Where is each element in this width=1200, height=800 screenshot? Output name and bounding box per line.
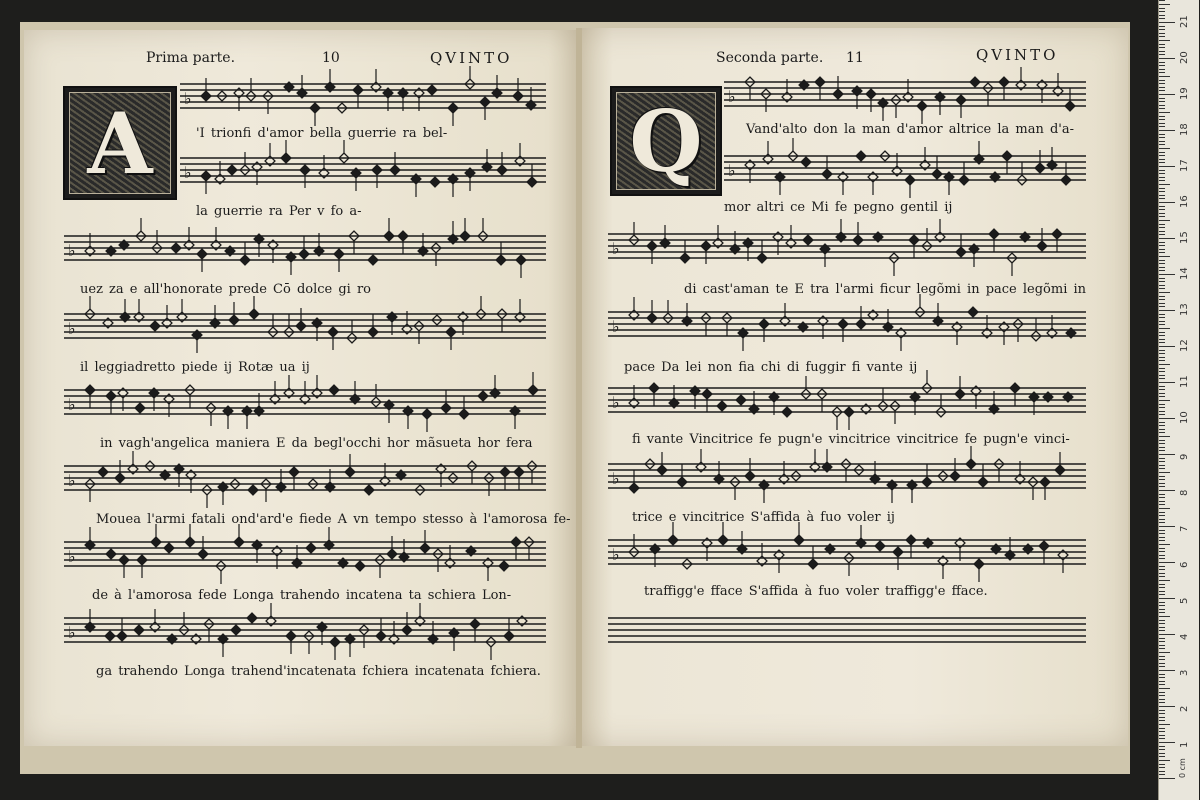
ruler-tick (1159, 170, 1165, 171)
ruler-tick (1159, 576, 1165, 577)
ruler-number: 10 (1179, 411, 1190, 424)
ruler-tick (1159, 702, 1165, 703)
ruler-tick (1159, 674, 1165, 675)
ruler-number: 14 (1179, 267, 1190, 280)
svg-text:♭: ♭ (68, 395, 76, 414)
ruler-tick (1159, 238, 1175, 239)
ruler-tick (1159, 332, 1165, 333)
ruler-tick (1159, 666, 1165, 667)
ruler-tick (1159, 386, 1165, 387)
ruler-tick (1159, 11, 1165, 12)
ruler-tick (1159, 472, 1170, 473)
ruler-tick (1159, 465, 1165, 466)
ruler-tick (1159, 270, 1165, 271)
ruler-tick (1159, 731, 1165, 732)
ruler-tick (1159, 742, 1175, 743)
ruler-tick (1159, 526, 1175, 527)
ruler-number: 6 (1179, 561, 1190, 568)
lyric-line: in vagh'angelica maniera E da begl'occhi hor mãsueta hor fera (100, 436, 533, 451)
ruler-tick (1159, 256, 1170, 257)
ruler-tick (1159, 224, 1165, 225)
ruler-tick (1159, 141, 1165, 142)
ruler-tick (1159, 299, 1165, 300)
ruler-tick (1159, 537, 1165, 538)
ruler-tick (1159, 684, 1165, 685)
ruler-tick (1159, 620, 1165, 621)
ruler-tick (1159, 51, 1165, 52)
ruler-tick (1159, 152, 1165, 153)
ruler-tick (1159, 681, 1165, 682)
ruler-tick (1159, 335, 1165, 336)
ruler-tick (1159, 659, 1165, 660)
svg-text:♭: ♭ (184, 163, 192, 182)
ruler-tick (1159, 306, 1165, 307)
lyric-line: di cast'aman te E tra l'armi ficur legõmi in pace legõmi in (684, 282, 1087, 297)
ruler-tick (1159, 598, 1175, 599)
ruler-tick (1159, 371, 1165, 372)
ruler-tick (1159, 162, 1165, 163)
ruler-tick (1159, 108, 1165, 109)
ruler-tick (1159, 123, 1165, 124)
ruler-tick (1159, 713, 1165, 714)
ruler-tick (1159, 724, 1170, 725)
ruler-tick (1159, 180, 1165, 181)
ruler-number: 15 (1179, 231, 1190, 244)
ruler-tick (1159, 497, 1165, 498)
ruler-tick (1159, 33, 1165, 34)
ruler-tick (1159, 188, 1165, 189)
ruler-tick (1159, 573, 1165, 574)
ruler-tick (1159, 278, 1165, 279)
ruler-tick (1159, 44, 1165, 45)
ruler-tick (1159, 126, 1165, 127)
svg-text:♭: ♭ (728, 87, 736, 106)
ruler-number: 5 (1179, 597, 1190, 604)
lyric-line: Mouea l'armi fatali ond'ard'e fiede A vn tempo stesso à l'amorosa fe- (96, 512, 571, 527)
ruler-tick (1159, 213, 1165, 214)
ruler-tick (1159, 328, 1170, 329)
ruler-tick (1159, 710, 1165, 711)
ruler-tick (1159, 209, 1165, 210)
ruler-tick (1159, 353, 1165, 354)
ruler-tick (1159, 80, 1165, 81)
ruler-tick (1159, 569, 1165, 570)
ruler-tick (1159, 360, 1165, 361)
ruler-tick (1159, 234, 1165, 235)
ruler-tick (1159, 508, 1170, 509)
ruler-tick (1159, 454, 1175, 455)
ruler-tick (1159, 720, 1165, 721)
ruler-tick (1159, 245, 1165, 246)
ruler-tick (1159, 450, 1165, 451)
lyric-line: 'I trionfi d'amor bella guerrie ra bel- (196, 126, 448, 141)
ruler-tick (1159, 778, 1175, 779)
ruler-tick (1159, 177, 1165, 178)
svg-text:♭: ♭ (612, 469, 620, 488)
ruler-tick (1159, 551, 1165, 552)
ruler-tick (1159, 695, 1165, 696)
ruler-tick (1159, 616, 1170, 617)
ruler-tick (1159, 191, 1165, 192)
ruler-tick (1159, 285, 1165, 286)
staff (64, 308, 546, 344)
ruler-tick (1159, 641, 1165, 642)
staff (64, 384, 546, 420)
left-page-number: 10 (322, 50, 340, 66)
svg-text:♭: ♭ (612, 393, 620, 412)
ruler-tick (1159, 87, 1165, 88)
ruler-tick (1159, 627, 1165, 628)
ruler-tick (1159, 692, 1165, 693)
ruler-tick (1159, 137, 1165, 138)
ruler-tick (1159, 648, 1165, 649)
ruler-tick (1159, 407, 1165, 408)
ruler-tick (1159, 249, 1165, 250)
ruler-tick (1159, 490, 1175, 491)
staff (608, 382, 1086, 418)
ruler-tick (1159, 562, 1175, 563)
ruler-tick (1159, 738, 1165, 739)
lyric-line: il leggiadretto piede ij Rotæ ua ij (80, 360, 310, 375)
ruler-tick (1159, 753, 1165, 754)
ruler-tick (1159, 436, 1170, 437)
lyric-line: ga trahendo Longa trahend'incatenata fchiera incatenata fchiera. (96, 664, 541, 679)
ruler-tick (1159, 72, 1165, 73)
ruler-tick (1159, 342, 1165, 343)
right-page-number: 11 (846, 50, 864, 66)
ruler-tick (1159, 378, 1165, 379)
ruler-tick (1159, 242, 1165, 243)
ruler-tick (1159, 119, 1165, 120)
ruler-tick (1159, 677, 1165, 678)
ruler-tick (1159, 18, 1165, 19)
lyric-line: Vand'alto don la man d'amor altrice la man d'a- (746, 122, 1074, 137)
ruler-tick (1159, 314, 1165, 315)
ruler-tick (1159, 40, 1170, 41)
ruler-tick (1159, 591, 1165, 592)
ruler-tick (1159, 544, 1170, 545)
ruler-tick (1159, 0, 1165, 1)
ruler-tick (1159, 605, 1165, 606)
lyric-line: mor altri ce Mi fe pegno gentil ij (724, 200, 953, 215)
svg-text:♭: ♭ (68, 547, 76, 566)
ruler-tick (1159, 220, 1170, 221)
staff (608, 228, 1086, 264)
ruler-number: 13 (1179, 303, 1190, 316)
lyric-line: de à l'amorosa fede Longa trahendo incatena ta schiera Lon- (92, 588, 512, 603)
ruler-tick (1159, 324, 1165, 325)
ruler-tick (1159, 756, 1165, 757)
ruler-tick (1159, 767, 1165, 768)
ruler-tick (1159, 533, 1165, 534)
ruler-tick (1159, 339, 1165, 340)
ruler-tick (1159, 504, 1165, 505)
ruler-tick (1159, 47, 1165, 48)
ruler-tick (1159, 584, 1165, 585)
ruler-tick (1159, 400, 1170, 401)
svg-text:♭: ♭ (68, 623, 76, 642)
staff (64, 230, 546, 266)
ruler-tick (1159, 548, 1165, 549)
ruler-tick (1159, 368, 1165, 369)
ruler-caption: 0 cm (1178, 758, 1187, 778)
ruler-tick (1159, 461, 1165, 462)
ruler-tick (1159, 206, 1165, 207)
ruler-tick (1159, 173, 1165, 174)
ruler-tick (1159, 634, 1175, 635)
ruler-tick (1159, 735, 1165, 736)
ruler-tick (1159, 321, 1165, 322)
ruler-number: 20 (1179, 51, 1190, 64)
ruler-tick (1159, 65, 1165, 66)
lyric-line: pace Da lei non fia chi di fuggir fi vante ij (624, 360, 918, 375)
svg-text:♭: ♭ (612, 239, 620, 258)
ruler-tick (1159, 728, 1165, 729)
staff (608, 534, 1086, 570)
ruler-tick (1159, 530, 1165, 531)
ruler-tick (1159, 479, 1165, 480)
ruler-tick (1159, 296, 1165, 297)
ruler-tick (1159, 216, 1165, 217)
ruler-tick (1159, 447, 1165, 448)
svg-text:♭: ♭ (184, 89, 192, 108)
ruler-tick (1159, 159, 1165, 160)
ruler-tick (1159, 62, 1165, 63)
ruler-tick (1159, 252, 1165, 253)
svg-text:♭: ♭ (728, 161, 736, 180)
ruler-tick (1159, 623, 1165, 624)
staff (608, 306, 1086, 342)
staff (64, 536, 546, 572)
ruler-tick (1159, 432, 1165, 433)
ruler-tick (1159, 364, 1170, 365)
ruler-tick (1159, 58, 1175, 59)
ruler-tick (1159, 130, 1175, 131)
ruler-tick (1159, 166, 1175, 167)
ruler-tick (1159, 656, 1165, 657)
ruler-tick (1159, 630, 1165, 631)
ruler-tick (1159, 382, 1175, 383)
svg-text:♭: ♭ (68, 471, 76, 490)
staff (64, 460, 546, 496)
ruler-tick (1159, 184, 1170, 185)
ruler-tick (1159, 202, 1175, 203)
ruler-tick (1159, 760, 1170, 761)
ruler-tick (1159, 148, 1170, 149)
ruler-number: 16 (1179, 195, 1190, 208)
ruler-tick (1159, 566, 1165, 567)
ruler-tick (1159, 8, 1165, 9)
ruler-tick (1159, 670, 1175, 671)
ruler-tick (1159, 483, 1165, 484)
ruler-tick (1159, 198, 1165, 199)
ruler-tick (1159, 602, 1165, 603)
ruler-tick (1159, 688, 1170, 689)
ruler-tick (1159, 396, 1165, 397)
ruler-number: 4 (1179, 633, 1190, 640)
ruler-tick (1159, 404, 1165, 405)
ruler-tick (1159, 76, 1170, 77)
ruler-tick (1159, 292, 1170, 293)
svg-text:♭: ♭ (612, 545, 620, 564)
ruler-tick (1159, 422, 1165, 423)
decorated-initial-a: A (63, 86, 177, 200)
ruler-tick (1159, 414, 1165, 415)
ruler-tick (1159, 26, 1165, 27)
ruler-number: 8 (1179, 489, 1190, 496)
right-part-title: Seconda parte. (716, 50, 824, 66)
empty-staff (608, 612, 1086, 648)
ruler-tick (1159, 231, 1165, 232)
ruler-tick (1159, 346, 1175, 347)
ruler-tick (1159, 94, 1175, 95)
ruler-tick (1159, 501, 1165, 502)
book-gutter (576, 28, 582, 748)
lyric-line: trice e vincitrice S'affida à fuo voler ij (632, 510, 895, 525)
ruler-tick (1159, 288, 1165, 289)
decorated-initial-q: Q (610, 86, 722, 196)
ruler-tick (1159, 476, 1165, 477)
ruler-tick (1159, 112, 1170, 113)
ruler-tick (1159, 15, 1165, 16)
ruler-tick (1159, 663, 1165, 664)
ruler-tick (1159, 458, 1165, 459)
ruler-tick (1159, 609, 1165, 610)
ruler-tick (1159, 494, 1165, 495)
ruler-tick (1159, 486, 1165, 487)
ruler-tick (1159, 652, 1170, 653)
measurement-ruler (1158, 0, 1199, 800)
staff (64, 612, 546, 648)
ruler-tick (1159, 443, 1165, 444)
ruler-number: 21 (1179, 15, 1190, 28)
ruler-tick (1159, 375, 1165, 376)
ruler-tick (1159, 411, 1165, 412)
lyric-line: la guerrie ra Per v fo a- (196, 204, 362, 219)
ruler-tick (1159, 144, 1165, 145)
ruler-number: 11 (1179, 375, 1190, 388)
ruler-number: 9 (1179, 453, 1190, 460)
ruler-tick (1159, 90, 1165, 91)
ruler-number: 3 (1179, 669, 1190, 676)
lyric-line: fi vante Vincitrice fe pugn'e vincitrice vincitrice fe pugn'e vinci- (632, 432, 1070, 447)
ruler-tick (1159, 612, 1165, 613)
left-part-title: Prima parte. (146, 50, 236, 66)
ruler-tick (1159, 764, 1165, 765)
ruler-tick (1159, 134, 1165, 135)
ruler-tick (1159, 263, 1165, 264)
left-voice-label: QVINTO (430, 49, 513, 67)
svg-text:♭: ♭ (68, 241, 76, 260)
ruler-tick (1159, 350, 1165, 351)
ruler-tick (1159, 540, 1165, 541)
ruler-tick (1159, 749, 1165, 750)
ruler-tick (1159, 303, 1165, 304)
ruler-tick (1159, 227, 1165, 228)
ruler-tick (1159, 29, 1165, 30)
ruler-tick (1159, 580, 1170, 581)
ruler-tick (1159, 101, 1165, 102)
staff (180, 152, 546, 188)
ruler-number: 17 (1179, 159, 1190, 172)
ruler-tick (1159, 4, 1170, 5)
staff (724, 76, 1086, 112)
ruler-tick (1159, 36, 1165, 37)
ruler-tick (1159, 98, 1165, 99)
ruler-tick (1159, 317, 1165, 318)
ruler-tick (1159, 281, 1165, 282)
ruler-tick (1159, 310, 1175, 311)
ruler-tick (1159, 418, 1175, 419)
ruler-tick (1159, 116, 1165, 117)
ruler-tick (1159, 515, 1165, 516)
ruler-tick (1159, 558, 1165, 559)
ruler-tick (1159, 425, 1165, 426)
ruler-number: 19 (1179, 87, 1190, 100)
ruler-tick (1159, 22, 1175, 23)
ruler-number: 2 (1179, 705, 1190, 712)
ruler-tick (1159, 512, 1165, 513)
ruler-tick (1159, 155, 1165, 156)
ruler-tick (1159, 267, 1165, 268)
ruler-tick (1159, 706, 1175, 707)
ruler-tick (1159, 195, 1165, 196)
ruler-tick (1159, 105, 1165, 106)
ruler-tick (1159, 54, 1165, 55)
ruler-tick (1159, 393, 1165, 394)
ruler-number: 7 (1179, 525, 1190, 532)
ruler-number: 12 (1179, 339, 1190, 352)
right-voice-label: QVINTO (976, 46, 1059, 64)
svg-text:♭: ♭ (68, 319, 76, 338)
ruler-tick (1159, 468, 1165, 469)
ruler-tick (1159, 440, 1165, 441)
lyric-line: traffigg'e fface S'affida à fuo voler traffigg'e fface. (644, 584, 988, 599)
staff (724, 150, 1086, 186)
ruler-tick (1159, 774, 1165, 775)
ruler-tick (1159, 717, 1165, 718)
ruler-tick (1159, 746, 1165, 747)
ruler-tick (1159, 771, 1165, 772)
ruler-tick (1159, 645, 1165, 646)
ruler-tick (1159, 522, 1165, 523)
lyric-line: uez za e all'honorate prede Cō dolce gi ro (80, 282, 372, 297)
ruler-tick (1159, 389, 1165, 390)
svg-text:♭: ♭ (612, 317, 620, 336)
ruler-number: 18 (1179, 123, 1190, 136)
ruler-tick (1159, 83, 1165, 84)
ruler-tick (1159, 555, 1165, 556)
ruler-tick (1159, 69, 1165, 70)
ruler-tick (1159, 357, 1165, 358)
ruler-tick (1159, 519, 1165, 520)
staff (608, 458, 1086, 494)
ruler-number: 1 (1179, 741, 1190, 748)
ruler-tick (1159, 429, 1165, 430)
ruler-tick (1159, 699, 1165, 700)
ruler-tick (1159, 587, 1165, 588)
ruler-tick (1159, 260, 1165, 261)
ruler-tick (1159, 638, 1165, 639)
staff (180, 78, 546, 114)
ruler-tick (1159, 274, 1175, 275)
ruler-tick (1159, 594, 1165, 595)
